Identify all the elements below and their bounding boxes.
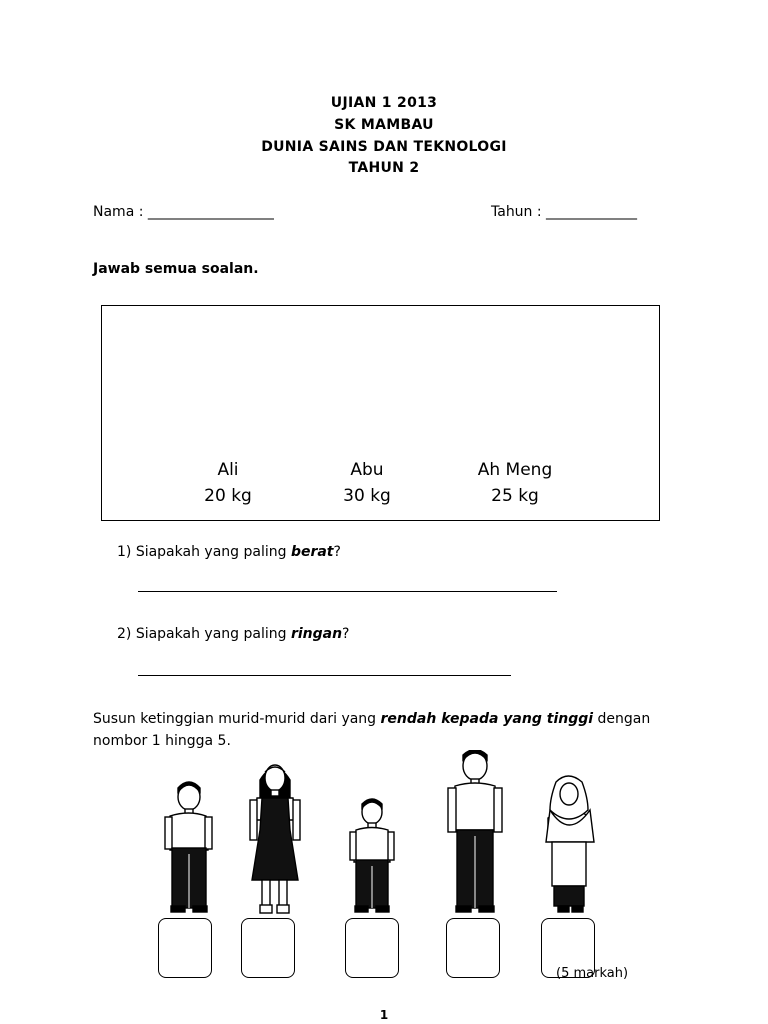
answer-box-1[interactable] bbox=[158, 918, 212, 978]
answer-box-4[interactable] bbox=[446, 918, 500, 978]
question-2 bbox=[117, 626, 349, 642]
name-field[interactable]: Nama : __________________ bbox=[93, 204, 274, 220]
answer-line-2[interactable] bbox=[138, 675, 511, 676]
question-1-mark: ? bbox=[333, 544, 341, 560]
kid-name-ahmeng: Ah Meng bbox=[477, 460, 553, 480]
question-2-emph: ringan bbox=[290, 626, 343, 642]
answer-line-1[interactable] bbox=[138, 591, 557, 592]
kid-name-ali: Ali bbox=[217, 460, 239, 480]
arrange-emph: rendah kepada yang tinggi bbox=[380, 711, 594, 727]
kid-weight-ahmeng: 25 kg bbox=[491, 486, 539, 506]
kid-weight-ali: 20 kg bbox=[204, 486, 252, 506]
title-subject: DUNIA SAINS DAN TEKNOLOGI bbox=[261, 139, 507, 155]
instruction: Jawab semua soalan. bbox=[93, 261, 259, 277]
students-illustration bbox=[150, 750, 610, 930]
student-boy-3 bbox=[448, 750, 502, 912]
kid-weight-abu: 30 kg bbox=[343, 486, 391, 506]
marks-label: (5 markah) bbox=[556, 966, 629, 981]
student-boy-2 bbox=[350, 799, 394, 912]
question-2-text: 2) Siapakah yang paling bbox=[117, 626, 291, 642]
question-1 bbox=[117, 544, 341, 560]
answer-box-2[interactable] bbox=[241, 918, 295, 978]
student-girl-2 bbox=[546, 776, 594, 912]
title-school: SK MAMBAU bbox=[334, 117, 434, 133]
answer-box-3[interactable] bbox=[345, 918, 399, 978]
student-girl-1 bbox=[250, 765, 300, 913]
arrange-text: Susun ketinggian murid-murid dari yang bbox=[93, 711, 381, 727]
question-1-emph: berat bbox=[290, 544, 334, 560]
question-1-text: 1) Siapakah yang paling bbox=[117, 544, 291, 560]
question-2-mark: ? bbox=[342, 626, 350, 642]
title-year: TAHUN 2 bbox=[348, 160, 420, 176]
kid-name-abu: Abu bbox=[350, 460, 384, 480]
arrange-instruction bbox=[93, 708, 693, 752]
arrange-line2: nombor 1 hingga 5. bbox=[93, 733, 231, 749]
arrange-suffix: dengan bbox=[593, 711, 651, 727]
title-exam: UJIAN 1 2013 bbox=[330, 95, 438, 111]
student-boy-1 bbox=[165, 782, 212, 912]
year-field[interactable]: Tahun : _____________ bbox=[491, 204, 638, 220]
page-number: 1 bbox=[379, 1008, 389, 1022]
